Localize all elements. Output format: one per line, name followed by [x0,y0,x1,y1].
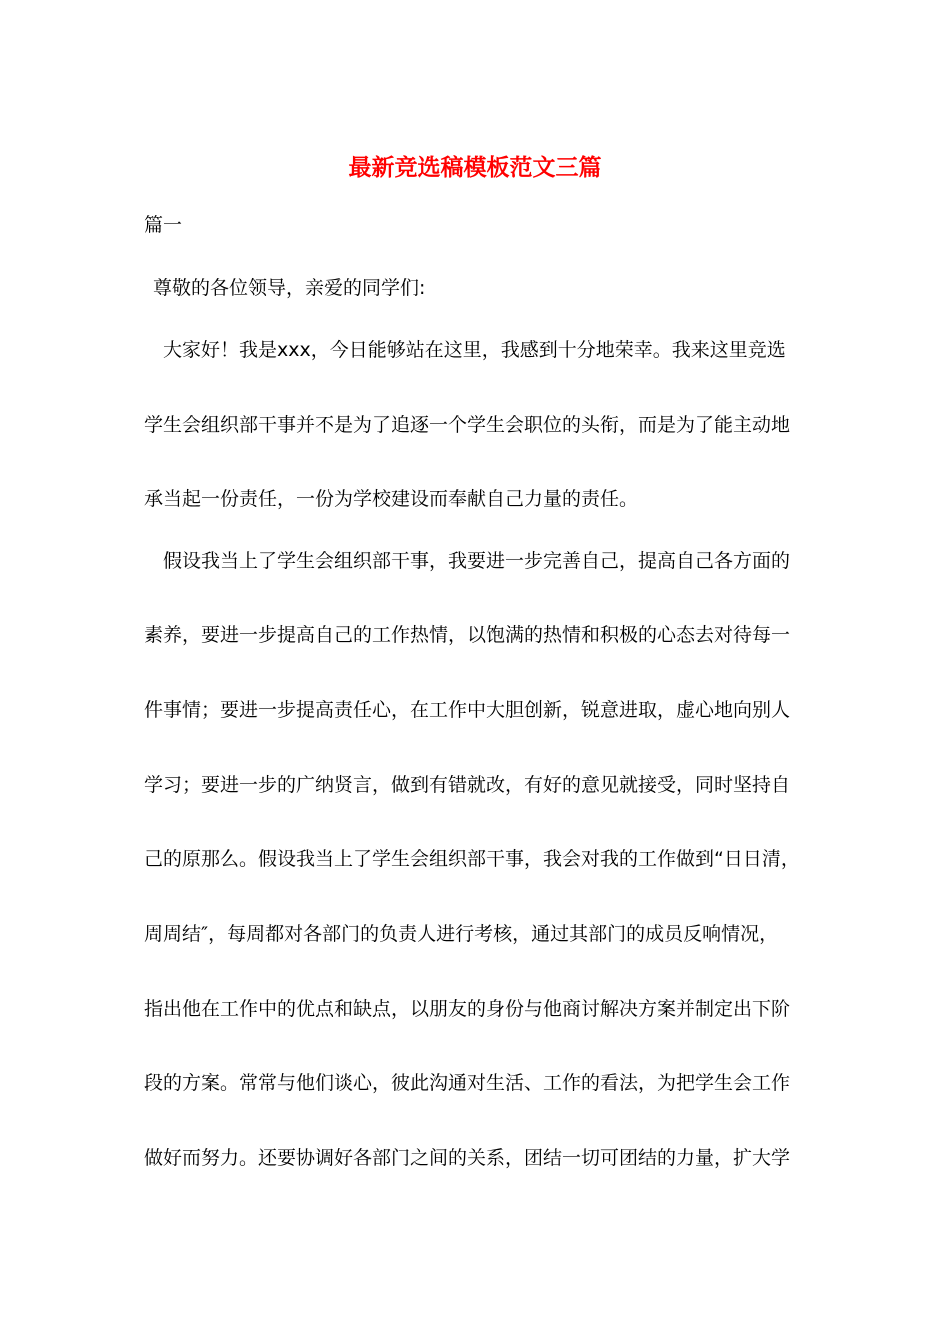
paragraph-line: 素养，要进一步提高自己的工作热情，以饱满的热情和积极的心态去对待每一 [144,624,791,646]
paragraph-line: 周周结″，每周都对各部门的负责人进行考核，通过其部门的成员反响情况， [144,923,779,945]
paragraph-line: 做好而努力。还要协调好各部门之间的关系，团结一切可团结的力量，扩大学 [144,1147,791,1169]
paragraph-line: 学生会组织部干事并不是为了追逐一个学生会职位的头衔，而是为了能主动地 [144,414,791,436]
paragraph-line: 承当起一份责任，一份为学校建设而奉献自己力量的责任。 [144,488,639,510]
salutation: 尊敬的各位领导，亲爱的同学们: [153,277,426,299]
paragraph-line: 学习；要进一步的广纳贤言，做到有错就改，有好的意见就接受，同时坚持自 [144,774,791,796]
paragraph-line: 假设我当上了学生会组织部干事，我要进一步完善自己，提高自己各方面的 [163,550,791,572]
paragraph-line: 大家好！我是xxx，今日能够站在这里，我感到十分地荣幸。我来这里竞选 [163,339,786,361]
paragraph-line: 指出他在工作中的优点和缺点，以朋友的身份与他商讨解决方案并制定出下阶 [144,998,791,1020]
paragraph-line: 己的原那么。假设我当上了学生会组织部干事，我会对我的工作做到“日日清， [144,848,800,870]
section-heading: 篇一 [144,214,183,236]
paragraph-line: 件事情；要进一步提高责任心，在工作中大胆创新，锐意进取，虚心地向别人 [144,699,791,721]
paragraph-line: 段的方案。常常与他们谈心，彼此沟通对生活、工作的看法，为把学生会工作 [144,1072,791,1094]
document-title: 最新竞选稿模板范文三篇 [348,154,602,181]
